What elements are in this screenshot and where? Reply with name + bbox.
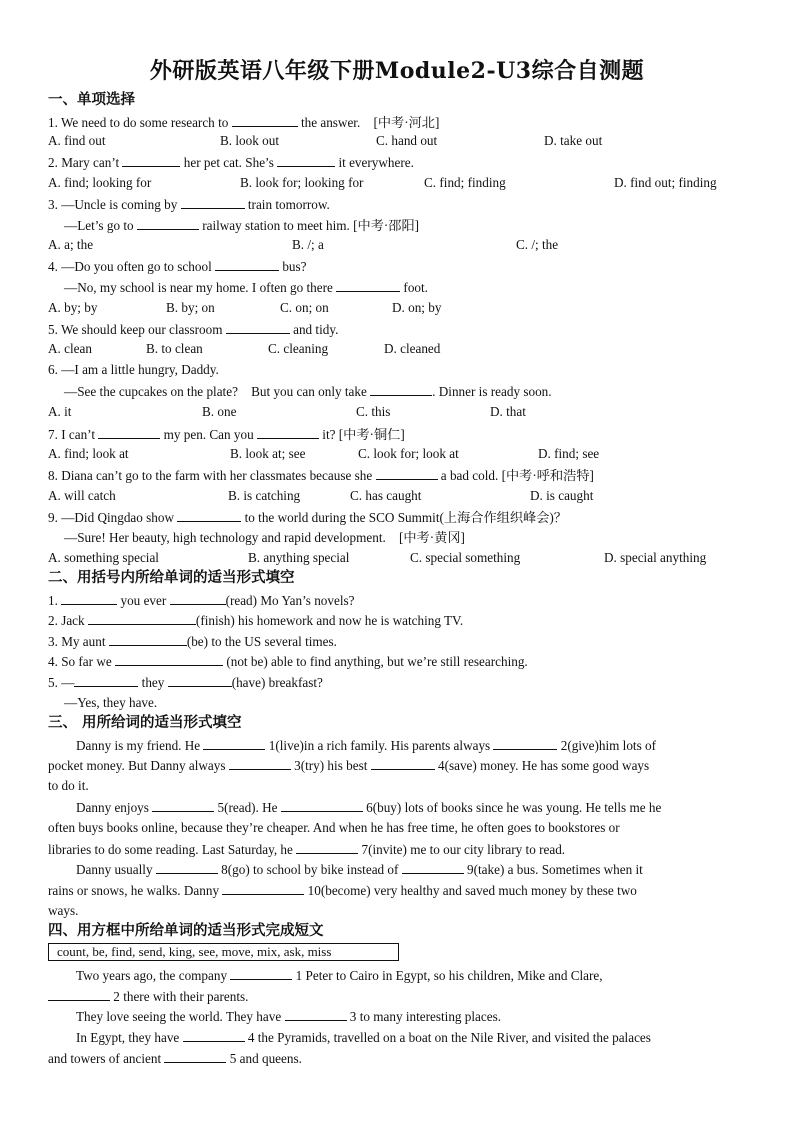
s2-l2-text: 2. Jack (48, 613, 85, 628)
s4-blank-5 (164, 1050, 226, 1063)
q8-source: [中考·呼和浩特] (501, 468, 594, 483)
q1-text-2: the answer. (300, 115, 361, 130)
q5-option-b: B. to clean (146, 341, 203, 356)
q5-text: 5. We should keep our classroom (48, 322, 223, 337)
s4-blank-1 (230, 967, 292, 980)
page-title: 外研版英语八年级下册Module2-U3综合自测题 (149, 58, 645, 84)
s3-p1a-text: Danny is my friend. He (76, 738, 201, 753)
q6-option-c: C. this (356, 404, 391, 419)
q5-stem (48, 321, 338, 338)
q7-text-2: my pen. Can you (163, 427, 254, 442)
s3-blank-6 (281, 799, 363, 812)
section-2-heading: 二、用括号内所给单词的适当形式填空 (48, 570, 295, 586)
q1-text: 1. We need to do some research to (48, 115, 229, 130)
q6-text-2: —See the cupcakes on the plate? But you can only take (64, 384, 367, 399)
q3-text-2: train tomorrow. (247, 197, 330, 212)
q9-stem-2 (64, 530, 465, 546)
s2-l1-text-2: (read) Mo Yan’s novels? (225, 593, 355, 608)
s3-blank-2 (493, 737, 557, 750)
q3-source: [中考·邵阳] (353, 218, 420, 233)
s3-blank-9 (402, 861, 464, 874)
q3-option-b: B. /; a (292, 237, 324, 252)
q9-option-c: C. special something (410, 550, 521, 565)
q8-text: 8. Diana can’t go to the farm with her classmates because she (48, 468, 373, 483)
s3-p2-line-1 (76, 799, 661, 816)
s2-l2-blank (88, 612, 196, 625)
s3-p3a-text-3: 9(take) a bus. Sometimes when it (467, 862, 643, 877)
q5-text-2: and tidy. (293, 322, 339, 337)
s4-blank-2 (48, 988, 110, 1001)
q3-stem-1 (48, 196, 330, 213)
s2-line-5 (48, 674, 323, 691)
q2-stem (48, 154, 414, 171)
q7-blank-1 (98, 426, 160, 439)
s3-p2-line-2: often buys books online, because they’re cheaper. And when he has free time, he often goes to bookstores or (48, 820, 620, 835)
q5-option-c: C. cleaning (268, 341, 329, 356)
s2-line-2 (48, 612, 463, 629)
q4-option-a: A. by; by (48, 300, 98, 315)
s3-p3a-text-2: 8(go) to school by bike instead of (221, 862, 399, 877)
s4-l2-text: 2 there with their parents. (113, 989, 249, 1004)
q4-stem-2 (64, 279, 428, 296)
s2-l4-blank (115, 653, 223, 666)
q2-option-a: A. find; looking for (48, 175, 152, 190)
q2-text-3: it everywhere. (338, 155, 414, 170)
section-3-heading: 三、 用所给词的适当形式填空 (48, 715, 242, 731)
q3-option-c: C. /; the (516, 237, 559, 252)
s4-line-4 (76, 1029, 651, 1046)
q1-option-d: D. take out (544, 133, 603, 148)
s3-blank-8 (156, 861, 218, 874)
q2-text-2: her pet cat. She’s (183, 155, 274, 170)
q4-option-c: C. on; on (280, 300, 329, 315)
s3-blank-3 (229, 757, 291, 770)
s3-p1b-text-2: 3(try) his best (294, 758, 368, 773)
s3-p3a-text: Danny usually (76, 862, 153, 877)
s4-l1-text: Two years ago, the company (76, 968, 228, 983)
q9-text-3: —Sure! Her beauty, high technology and rapid development. (64, 530, 386, 545)
q4-blank-1 (215, 258, 279, 271)
q8-text-2: a bad cold. (440, 468, 499, 483)
s4-blank-4 (183, 1029, 245, 1042)
q6-option-d: D. that (490, 404, 526, 419)
q7-option-d: D. find; see (538, 446, 600, 461)
s2-l5-text: 5. — (48, 675, 75, 690)
q8-option-d: D. is caught (530, 488, 594, 503)
s3-blank-4 (371, 757, 435, 770)
q9-blank (177, 509, 241, 522)
q1-blank (232, 114, 298, 127)
q3-blank-1 (181, 196, 245, 209)
q4-text-3: —No, my school is near my home. I often go there (64, 280, 333, 295)
s4-blank-3 (285, 1008, 347, 1021)
q4-blank-2 (336, 279, 400, 292)
s3-p1b-text: pocket money. But Danny always (48, 758, 226, 773)
s3-p3b-text: rains or snows, he walks. Danny (48, 883, 220, 898)
q4-text-2: bus? (282, 259, 307, 274)
s3-blank-5 (152, 799, 214, 812)
q4-stem-1 (48, 258, 307, 275)
s2-l1-blank-1 (61, 592, 117, 605)
s2-line-6: —Yes, they have. (64, 695, 158, 710)
s2-l3-text: 3. My aunt (48, 634, 106, 649)
q7-blank-2 (257, 426, 319, 439)
s2-l5-blank-2 (168, 674, 232, 687)
s3-blank-1 (203, 737, 265, 750)
q6-option-b: B. one (202, 404, 237, 419)
q6-option-a: A. it (48, 404, 72, 419)
q7-stem (48, 426, 405, 443)
q9-stem-1 (48, 509, 567, 526)
s2-l5-blank-1 (74, 674, 138, 687)
q5-option-d: D. cleaned (384, 341, 441, 356)
q1-option-a: A. find out (48, 133, 106, 148)
q6-text-3: . Dinner is ready soon. (432, 384, 552, 399)
s2-l4-text: 4. So far we (48, 654, 112, 669)
s3-p2a-text-3: 6(buy) lots of books since he was young. He tells me he (366, 800, 662, 815)
s2-l1-blank-2 (170, 592, 226, 605)
q1-stem (48, 114, 439, 131)
q6-stem-1: 6. —I am a little hungry, Daddy. (48, 362, 219, 377)
s3-p3-line-2 (48, 882, 637, 899)
q4-option-d: D. on; by (392, 300, 442, 315)
q2-option-c: C. find; finding (424, 175, 506, 190)
s3-p3b-text-2: 10(become) very healthy and saved much money by these two (307, 883, 637, 898)
q7-text: 7. I can’t (48, 427, 95, 442)
q6-blank (370, 383, 432, 396)
q2-blank-2 (277, 154, 335, 167)
s3-p2c-text: libraries to do some reading. Last Saturday, he (48, 842, 293, 857)
q9-option-a: A. something special (48, 550, 159, 565)
q5-option-a: A. clean (48, 341, 92, 356)
q3-text-4: railway station to meet him. (202, 218, 350, 233)
s2-l3-text-2: (be) to the US several times. (186, 634, 337, 649)
q7-option-c: C. look for; look at (358, 446, 459, 461)
q2-option-d: D. find out; finding (614, 175, 717, 190)
s3-blank-7 (296, 841, 358, 854)
s4-l3-text: They love seeing the world. They have (76, 1009, 282, 1024)
word-box: count, be, find, send, king, see, move, mix, ask, miss (48, 943, 399, 961)
s3-p1-line-3: to do it. (48, 778, 89, 793)
s3-p3-line-3: ways. (48, 903, 79, 918)
s3-p2a-text: Danny enjoys (76, 800, 149, 815)
s3-p1a-text-2: 1(live)in a rich family. His parents always (268, 738, 491, 753)
q1-source: [中考·河北] (373, 115, 440, 130)
q5-blank (226, 321, 290, 334)
s2-l3-blank (109, 633, 187, 646)
s4-line-1 (76, 967, 603, 984)
q1-option-b: B. look out (220, 133, 279, 148)
q7-option-a: A. find; look at (48, 446, 129, 461)
q9-option-d: D. special anything (604, 550, 707, 565)
q8-blank (376, 467, 438, 480)
q3-option-a: A. a; the (48, 237, 94, 252)
s4-line-3 (76, 1008, 501, 1025)
s2-line-3 (48, 633, 337, 650)
q9-source: [中考·黄冈] (398, 530, 465, 545)
s2-line-4 (48, 653, 528, 670)
section-1-heading: 一、单项选择 (48, 92, 135, 108)
s3-p1-line-2 (48, 757, 649, 774)
q4-text-4: foot. (403, 280, 428, 295)
q9-text: 9. —Did Qingdao show (48, 510, 175, 525)
q9-text-2: to the world during the SCO Summit(上海合作组织峰会)？ (244, 510, 567, 525)
q7-option-b: B. look at; see (230, 446, 306, 461)
s2-l2-text-2: (finish) his homework and now he is watching TV. (195, 613, 464, 628)
s4-l5-text-2: 5 and queens. (229, 1051, 302, 1066)
q8-option-a: A. will catch (48, 488, 116, 503)
s2-l1-num: 1. (48, 593, 58, 608)
s3-p2a-text-2: 5(read). He (217, 800, 278, 815)
q8-option-c: C. has caught (350, 488, 422, 503)
q3-stem-2 (64, 217, 419, 234)
q7-text-3: it? (322, 427, 336, 442)
q7-source: [中考·铜仁] (338, 427, 405, 442)
s4-l1-text-2: 1 Peter to Cairo in Egypt, so his children, Mike and Clare, (295, 968, 603, 983)
s3-p2-line-3 (48, 841, 565, 858)
q1-option-c: C. hand out (376, 133, 438, 148)
q8-stem (48, 467, 594, 484)
s4-l3-text-2: 3 to many interesting places. (349, 1009, 502, 1024)
s3-p1b-text-3: 4(save) money. He has some good ways (437, 758, 650, 773)
section-4-heading: 四、用方框中所给单词的适当形式完成短文 (48, 923, 324, 939)
s4-l4-text-2: 4 the Pyramids, travelled on a boat on the Nile River, and visited the palaces (247, 1030, 651, 1045)
q3-text: 3. —Uncle is coming by (48, 197, 178, 212)
s4-line-5 (48, 1050, 302, 1067)
s2-l5-text-2: they (141, 675, 165, 690)
s2-line-1 (48, 592, 355, 609)
s3-p1-line-1 (76, 737, 656, 754)
q3-blank-2 (137, 217, 199, 230)
s4-l4-text: In Egypt, they have (76, 1030, 180, 1045)
q9-option-b: B. anything special (248, 550, 350, 565)
q8-option-b: B. is catching (228, 488, 301, 503)
s2-l1-text: you ever (120, 593, 167, 608)
q3-text-3: —Let’s go to (64, 218, 134, 233)
s4-line-2 (48, 988, 248, 1005)
s3-p3-line-1 (76, 861, 643, 878)
q6-stem-2 (64, 383, 552, 400)
s3-p1a-text-3: 2(give)him lots of (560, 738, 657, 753)
q2-blank-1 (122, 154, 180, 167)
s3-blank-10 (222, 882, 304, 895)
q2-option-b: B. look for; looking for (240, 175, 364, 190)
q2-text: 2. Mary can’t (48, 155, 120, 170)
q4-option-b: B. by; on (166, 300, 215, 315)
s3-p2c-text-2: 7(invite) me to our city library to read. (361, 842, 566, 857)
s2-l5-text-3: (have) breakfast? (231, 675, 323, 690)
s2-l4-text-2: (not be) able to find anything, but we’re still researching. (226, 654, 528, 669)
s4-l5-text: and towers of ancient (48, 1051, 162, 1066)
q4-text: 4. —Do you often go to school (48, 259, 212, 274)
